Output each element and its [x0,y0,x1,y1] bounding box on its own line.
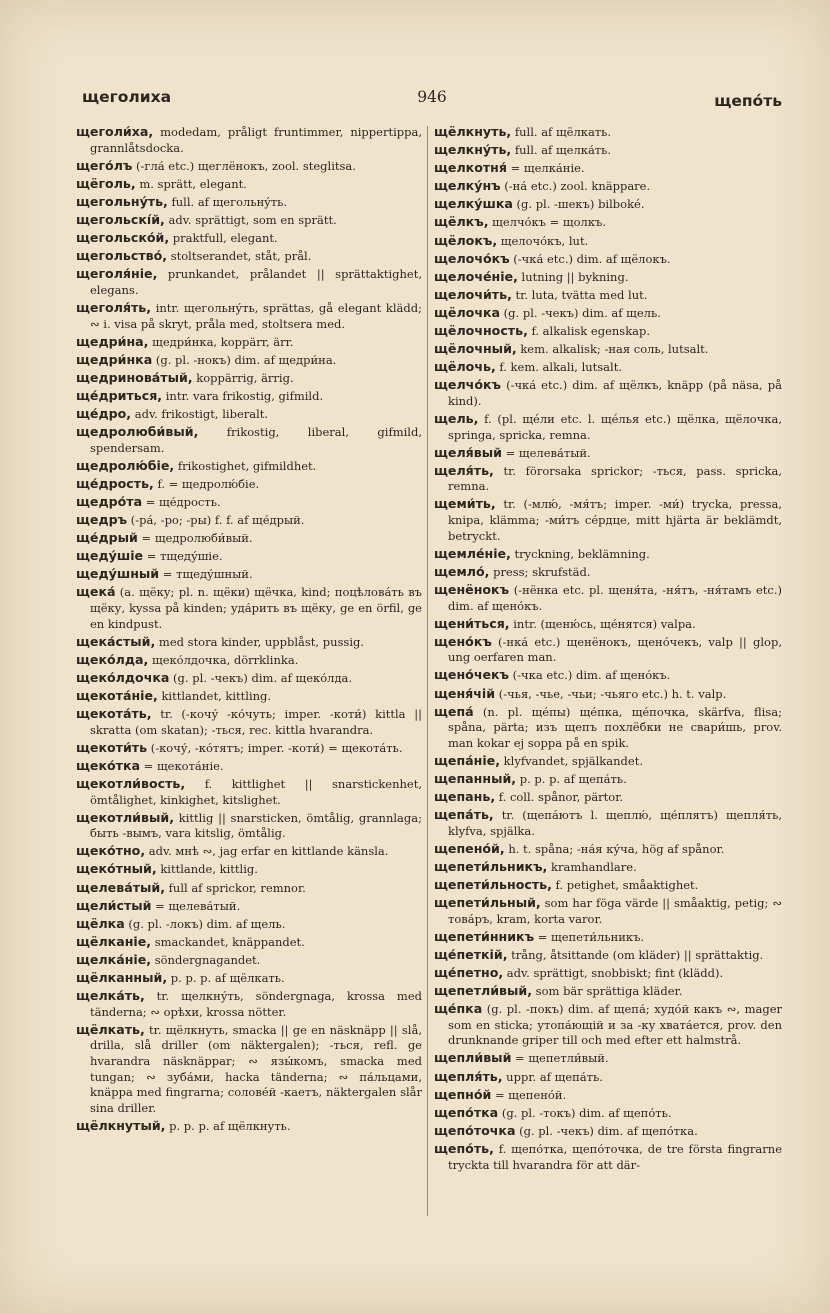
dictionary-entry [434,1123,782,1140]
entry-definition: kittlande, kittlig. [156,862,258,877]
dictionary-entry [76,670,422,687]
entry-headword: щёлкать, [76,1021,145,1037]
header-last-word: щепо́ть [714,92,782,110]
entry-definition: = щелева́тый. [151,898,241,913]
entry-definition: (g. pl. -чекъ) dim. af щеко́лда. [169,670,353,685]
dictionary-entry [434,496,782,544]
dictionary-entry [76,776,422,808]
dictionary-entry [434,305,782,322]
entry-definition: tr. (-млю́, -мя́тъ; imper. -ми́) trycka, pressa, knipa, klämma; -ми́тъ се́рдце, mitt hjärta är beklämdt, betryckt. [448,497,782,543]
entry-definition: modedam, pråligt fruntimmer, nippertippa, grannlåtsdocka. [90,125,422,155]
page-number: 946 [417,88,447,106]
dictionary-entry [76,861,422,878]
entry-headword: щеня́чій [434,685,496,701]
dictionary-entry [434,196,782,213]
dictionary-entry [434,965,782,982]
entry-headword: щекотли́вость, [76,775,186,791]
entry-definition: kittlig || snarsticken, ömtålig, grannlaga; быть -вымъ, vara kitslig, ömtålig. [90,810,422,841]
dictionary-entry [434,463,782,495]
entry-headword: щелка́ніе, [76,951,152,967]
entry-headword: щепети́нникъ [434,928,535,944]
entry-definition: praktfull, elegant. [169,231,278,246]
dictionary-entry [434,269,782,286]
entry-headword: щепанный, [434,770,517,786]
entry-headword: щенёнокъ [434,581,510,597]
entry-headword: щегольскі́й, [76,211,165,227]
entry-headword: щёлкъ, [434,214,489,230]
entry-definition: koppärrig, ärrig. [192,370,294,385]
entry-headword: щедролю́біе, [76,457,175,473]
entry-definition: tr. щёлкнуть, smacka || ge en näsknäpp || slå, drilla, slå driller (om näktergalen); -ться, refl. ge hvarandra näsknäppar; ∾ язы́комъ, smacka med tungan; ∾ зуба́ми, hacka tänderna; ∾ па́льцами, knäppa med fingrarna; солове́й -каетъ, näktergalen slår sina driller. [90,1022,422,1115]
entry-headword: ще́дро, [76,406,132,421]
dictionary-entry [434,564,782,581]
dictionary-entry [434,667,782,684]
entry-headword: щеголя́ніе, [76,266,158,282]
entry-headword: щелочи́ть, [434,286,512,302]
entry-definition: f. = щедролю́біе. [153,476,260,491]
entry-headword: щено́чекъ [434,667,510,683]
dictionary-entry [76,740,422,757]
entry-headword: щеко́тно, [76,843,146,859]
entry-headword: щедролюби́вый, [76,424,199,440]
entry-headword: щеко́тный, [76,861,157,877]
dictionary-entry [434,704,782,752]
entry-definition: щелочо́къ, lut. [497,233,589,248]
entry-definition: tryckning, beklämning. [510,546,650,561]
entry-definition: kittlandet, kittling. [157,689,272,703]
entry-headword: щеля́вый [434,444,502,460]
entry-definition: (g. pl. -шекъ) bilboké. [512,197,645,212]
dictionary-entry [76,970,422,987]
dictionary-entry [434,947,782,964]
dictionary-entry [76,634,422,651]
entry-headword: щепань, [434,789,496,805]
dictionary-entry [434,859,782,876]
dictionary-entry [434,341,782,358]
dictionary-entry [76,212,422,229]
entry-definition: adv. мнѣ ∾, jag erfar en kittlande känsla. [145,844,389,859]
entry-headword: ще́дриться, [76,387,163,403]
entry-headword: ще́дрость, [76,475,154,491]
entry-headword: щеголя́ть, [76,299,152,315]
dictionary-entry [434,445,782,462]
entry-definition: (n. pl. ще́пы) ще́пка, ще́почка, skärfva, flisa; spåna, pärta; изъ щепъ похлёбки не свари́шь, prov. man kokar ej soppa på en spik. [448,704,782,750]
entry-headword: щеля́ть, [434,462,494,478]
entry-headword: щегольско́й, [76,230,170,246]
entry-definition: frikostighet, gifmildhet. [174,458,317,473]
entry-definition: m. sprätt, elegant. [135,176,247,191]
entry-definition: full. af щелка́ть. [511,143,612,158]
entry-headword: щекотли́вый, [76,809,174,825]
entry-headword: щеко́тка [76,757,141,773]
entry-definition: lutning || bykning. [517,269,629,284]
entry-definition: (-на́ etc.) zool. knäpparе. [500,179,651,194]
entry-headword: щего́лъ [76,157,133,173]
entry-definition: f. coll. spånor, pärtor. [495,790,624,805]
entry-headword: щегольну́ть, [76,193,168,209]
dictionary-entry [434,178,782,195]
entry-headword: щели́стый [76,897,152,913]
dictionary-entry [76,352,422,369]
entry-definition: prunkandet, prålandet || sprättaktighet, elegans. [90,267,422,297]
entry-definition: full af sprickor, remnor. [165,880,306,895]
entry-definition: = ще́дрость. [142,494,221,509]
entry-definition: (g. pl. -чекъ) dim. af щель. [500,305,661,320]
dictionary-entry [434,411,782,443]
entry-headword: щедри́на, [76,333,149,349]
entry-headword: щекота́ть, [76,706,152,722]
dictionary-entry [434,771,782,788]
entry-headword: щекоти́ть [76,739,148,755]
entry-definition: som har föga värde || småaktig, petig; ∾ това́ръ, kram, korta varor. [448,896,782,926]
dictionary-entry [76,158,422,175]
entry-definition: (-гла́ etc.) щеглёнокъ, zool. steglitsa. [132,158,356,173]
entry-definition: tr. luta, tvätta med lut. [511,287,648,302]
entry-headword: щени́ться, [434,615,510,631]
dictionary-entry [76,530,422,547]
entry-definition: (g. pl. -чекъ) dim. af щепо́тка. [515,1123,698,1138]
entry-definition: щелчо́къ = щолкъ. [488,215,606,230]
dictionary-entry [76,176,422,193]
entry-definition: uppr. af щепа́ть. [502,1069,603,1084]
dictionary-entry [434,142,782,159]
entry-headword: щедро́та [76,493,143,509]
entry-definition: (-кочу́, -ко́тятъ; imper. -коти́) = щекота́ть. [147,740,403,755]
entry-definition: h. t. spåna; -на́я ку́ча, hög af spånor. [504,841,725,856]
dictionary-entry [434,1087,782,1104]
entry-definition: kramhandlare. [547,859,637,874]
entry-headword: щелка́ть, [76,988,145,1004]
entry-headword: щелку́нъ [434,178,501,194]
dictionary-entry [434,546,782,563]
entry-headword: щемло́, [434,563,490,579]
dictionary-entry [434,877,782,894]
entry-definition: (g. pl. -нокъ) dim. af щедри́на. [152,352,337,367]
entry-headword: ще́пка [434,1001,483,1017]
dictionary-entry [76,370,422,387]
entry-headword: щегольство́, [76,248,168,264]
entry-definition: (g. pl. -покъ) dim. af щепа́; худо́й какъ ∾, mager som en sticka; утопа́ющій и за -ку хвата́ется, prov. den drunknande griper till och med efter ett halmstrå. [448,1002,782,1048]
dictionary-entry [434,233,782,250]
dictionary-entry [76,494,422,511]
entry-definition: f. petighet, småaktighet. [551,878,699,893]
entry-definition: = щелка́ніе. [506,161,585,176]
left-column [76,124,422,1224]
dictionary-entry [76,476,422,493]
entry-headword: щемле́ніе, [434,545,511,561]
dictionary-entry [434,124,782,141]
entry-definition: = щедролюби́вый. [137,531,253,546]
entry-headword: щепля́ть, [434,1068,503,1084]
entry-definition: f. kem. alkali, lutsalt. [495,360,622,375]
entry-headword: ще́петно, [434,965,504,980]
dictionary-entry [434,377,782,409]
entry-definition: trång, åtsittande (om kläder) || sprättaktig. [507,947,764,962]
entry-headword: щепети́льный, [434,895,541,911]
entry-definition: = щелева́тый. [501,445,591,460]
entry-definition: (-нёнка etc. pl. щеня́та, -ня́тъ, -ня́тамъ etc.) dim. af щено́къ. [448,582,782,613]
dictionary-entry [434,1105,782,1122]
dictionary-entry [76,706,422,738]
entry-headword: щека́стый, [76,633,156,649]
dictionary-entry [434,983,782,1000]
entry-definition: tr. щелкну́ть, söndergnaga, krossa med tänderna; ∾ орѣхи, krossa nötter. [90,989,422,1019]
dictionary-entry [434,807,782,839]
dictionary-entry [434,929,782,946]
dictionary-entry [434,634,782,666]
dictionary-entry [434,616,782,633]
entry-headword: щёлканный, [76,970,168,985]
entry-headword: щепа́ [434,703,474,719]
entry-headword: щёлочный, [434,341,517,357]
dictionary-entry [76,266,422,298]
dictionary-entry [76,1022,422,1117]
entry-headword: щеко́лда, [76,651,149,667]
dictionary-entry [434,753,782,770]
dictionary-entry [76,688,422,705]
entry-headword: щелкну́ть, [434,142,512,158]
entry-definition: f. kittlighet || snarstickenhet, ömtålighet, kinkighet, kitslighet. [90,776,422,807]
column-divider [427,126,428,1216]
dictionary-entry [76,194,422,211]
entry-headword: щёголь, [76,175,136,191]
entry-definition: p. p. p. af щепа́ть. [516,771,627,786]
dictionary-entry [76,843,422,860]
entry-definition: tr. (-кочу́ -ко́чуть; imper. -коти́) kittla || skratta (om skatan); -ться, rec. kittla hvarandra. [90,707,422,737]
entry-definition: = тщеду́шный. [159,567,253,582]
entry-headword: щёлкнутый, [76,1117,166,1133]
entry-definition: full. af щегольнýть. [167,194,288,209]
entry-definition: = щепетли́вый. [511,1051,609,1066]
dictionary-entry [434,686,782,703]
entry-headword: щепети́льникъ, [434,858,548,874]
dictionary-entry [76,458,422,475]
dictionary-entry [76,406,422,423]
entry-headword: щедри́нка [76,351,153,367]
entry-definition: = тщеду́шіе. [143,549,223,564]
dictionary-entry [76,934,422,951]
entry-definition: full. af щёлкать. [511,125,612,139]
entry-definition: = щекота́ніе. [140,758,224,773]
entry-definition: щеко́лдочка, dörrklinka. [148,652,299,667]
entry-headword: щелоче́ніе, [434,268,518,284]
dictionary-entry [434,160,782,177]
entry-definition: stoltserandet, ståt, prål. [167,249,312,264]
entry-definition: щедри́нка, koppärr, ärr. [148,334,294,349]
entry-definition: intr. vara frikostig, gifmild. [162,388,324,403]
entry-definition: intr. (щеню́сь, ще́нятся) valpa. [509,616,696,631]
dictionary-entry [76,584,422,632]
dictionary-entry [76,300,422,332]
entry-headword: щёлка [76,915,125,931]
entry-definition: med stora kinder, uppblåst, pussig. [155,634,365,649]
dictionary-entry [76,248,422,265]
entry-headword: щепо́точка [434,1122,516,1138]
entry-definition: press; skrufstäd. [489,564,591,579]
entry-definition: (-чка́ etc.) dim. af щёлкъ, knäpp (på näsa, på kind). [448,378,782,408]
entry-definition: (-нка́ etc.) щенёнокъ, щено́чекъ, valp || glop, ung oerfaren man. [448,634,782,665]
entry-headword: щепетли́вый, [434,983,533,999]
entry-headword: щекота́ніе, [76,688,158,703]
entry-headword: щека́ [76,584,116,600]
dictionary-entry [76,988,422,1020]
entry-headword: щепли́вый [434,1050,512,1066]
dictionary-entry [76,898,422,915]
entry-headword: ще́дрый [76,530,138,546]
entry-headword: щедринова́тый, [76,369,193,385]
entry-headword: щелочо́къ [434,250,510,266]
entry-definition: smackandet, knäppandet. [151,934,305,949]
entry-headword: щепа́ніе, [434,752,501,768]
dictionary-entry [76,124,422,156]
entry-headword: щепа́ть, [434,807,494,823]
entry-definition: frikostig, liberal, gifmild, spendersam. [90,425,422,455]
entry-headword: щелева́тый, [76,879,165,895]
entry-headword: щепено́й, [434,840,505,856]
entry-definition: tr. (щепа́ютъ l. щеплю́, ще́плятъ) щепля́ть, klyfva, spjälka. [448,808,782,838]
dictionary-entry [76,512,422,529]
dictionary-entry [76,758,422,775]
entry-definition: (-чка́ etc.) dim. af щёлокъ. [509,251,671,266]
entry-definition: (-чья, -чье, -чьи; -чьяго etc.) h. t. valp. [495,686,727,701]
entry-headword: щелкотня́ [434,160,507,176]
dictionary-entry [434,1001,782,1049]
entry-definition: p. p. p. af щёлкнуть. [165,1118,291,1133]
entry-definition: intr. щегольнýть, sprättas, gå elegant klädd; ∾ i. visa på skryt, pråla med, stoltsera med. [90,300,422,331]
right-column [434,124,782,1224]
dictionary-entry [434,251,782,268]
dictionary-entry [76,334,422,351]
dictionary-entry [76,230,422,247]
dictionary-entry [76,1118,422,1135]
entry-definition: (g. pl. -токъ) dim. af щепо́ть. [498,1105,672,1120]
entry-definition: adv. frikostigt, liberalt. [131,407,269,421]
header-first-word: щеголиха [82,88,172,106]
dictionary-entry [76,916,422,933]
entry-definition: (-чка etc.) dim. af щено́къ. [509,668,671,683]
entry-headword: щелку́шка [434,196,513,212]
entry-definition: f. (pl. щéли etc. l. щéлья etc.) щёлка, щёлочка, springa, spricka, remna. [448,412,782,442]
entry-headword: щепно́й [434,1086,492,1102]
dictionary-entry [76,952,422,969]
entry-headword: щёлокъ, [434,232,498,248]
entry-definition: (-ра́, -ро; -ры) f. f. af ще́дрый. [127,513,305,528]
dictionary-entry [76,388,422,405]
running-header [82,88,782,114]
entry-definition: p. p. p. af щёлкать. [167,971,285,985]
entry-headword: щепети́льность, [434,877,552,893]
entry-headword: щёлочка [434,304,501,320]
entry-definition: (g. pl. -локъ) dim. af щель. [124,916,286,931]
dictionary-entry [434,287,782,304]
entry-headword: щель, [434,411,479,426]
dictionary-entry [434,1141,782,1173]
dictionary-entry [434,1069,782,1086]
entry-headword: щепо́тка [434,1104,499,1120]
entry-headword: щеголи́ха, [76,124,154,139]
entry-headword: щёлканіе, [76,933,152,949]
dictionary-entry [76,424,422,456]
entry-headword: ще́петкій, [434,946,508,962]
entry-definition: tr. förorsaka sprickor; -ться, pass. spricka, remna. [448,463,782,494]
dictionary-entry [434,323,782,340]
entry-headword: щеми́ть, [434,496,496,512]
dictionary-entry [76,880,422,897]
dictionary-entry [76,810,422,842]
dictionary-entry [434,895,782,927]
entry-headword: щепо́ть, [434,1140,494,1156]
dictionary-entry [434,841,782,858]
dictionary-entry [434,214,782,231]
entry-definition: = щепено́й. [491,1087,567,1102]
entry-headword: щедръ [76,512,128,528]
entry-headword: щёлочность, [434,323,528,339]
entry-headword: щёлочь, [434,359,496,375]
entry-definition: = щепети́льникъ. [534,929,645,944]
dictionary-entry [434,789,782,806]
entry-definition: klyfvandet, spjälkandet. [500,753,643,768]
entry-headword: щено́къ [434,633,492,649]
dictionary-entry [434,582,782,614]
dictionary-entry [76,652,422,669]
entry-definition: adv. sprättigt, som en sprätt. [164,212,337,227]
entry-definition: söndergnagandet. [151,952,261,967]
entry-headword: щёлкнуть, [434,124,512,139]
entry-definition: f. alkalisk egenskap. [527,324,651,339]
entry-headword: щелчо́къ [434,377,501,393]
dictionary-entry [76,566,422,583]
entry-definition: som bär sprättiga kläder. [532,984,683,999]
entry-definition: f. щепо́тка, щепо́точка, de tre första fingrarne tryckta till hvarandra för att där- [448,1141,782,1172]
entry-headword: щеко́лдочка [76,669,170,685]
entry-definition: kem. alkalisk; -ная соль, lutsalt. [516,342,709,357]
entry-headword: щеду́шіе [76,548,144,564]
entry-definition: adv. sprättigt, snobbiskt; fint (klädd). [503,966,724,980]
dictionary-entry [434,359,782,376]
entry-headword: щеду́шный [76,566,160,582]
entry-definition: (a. щёку; pl. n. щёки) щёчка, kind; поцѣлова́ть въ щёку, kyssa på kinden; уда́рить въ щёку, ge en örfil, ge en kindpust. [90,585,422,631]
dictionary-entry [76,548,422,565]
dictionary-entry [434,1050,782,1067]
